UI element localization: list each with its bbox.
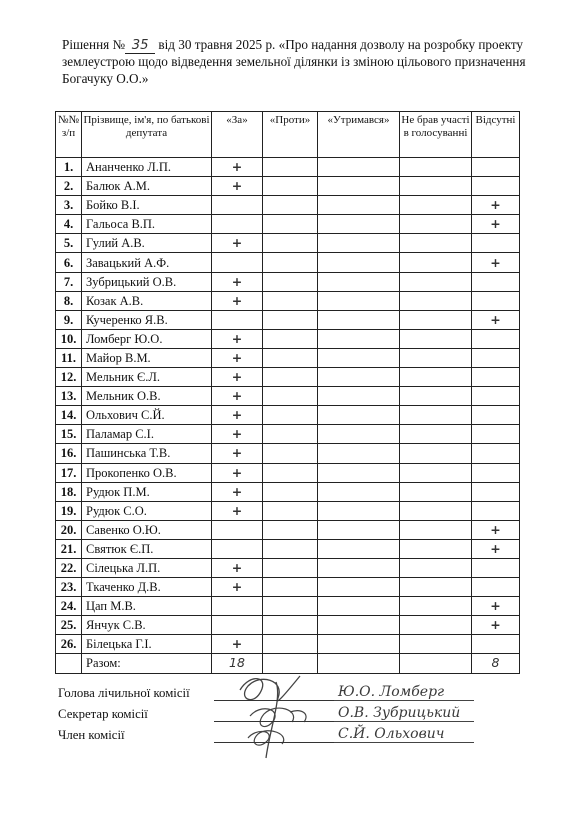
header-za: «За» <box>212 112 263 158</box>
vote-za-cell: + <box>212 501 263 520</box>
vote-proty-cell <box>263 196 318 215</box>
signature-line <box>214 742 352 743</box>
vote-ne-brav-cell <box>400 425 472 444</box>
table-row <box>56 482 520 501</box>
vote-za-cell: + <box>212 444 263 463</box>
vote-ne-brav-cell <box>400 520 472 539</box>
vote-utrymavsya-cell <box>318 291 400 310</box>
vote-vidsutni-cell <box>472 482 520 501</box>
vote-ne-brav-cell <box>400 406 472 425</box>
table-row <box>56 597 520 616</box>
total-label: Разом: <box>82 654 212 673</box>
name-line <box>334 721 474 722</box>
vote-utrymavsya-cell <box>318 215 400 234</box>
deputy-name: Бойко В.І. <box>82 196 212 215</box>
header-utrymavsya: «Утримався» <box>318 112 400 158</box>
vote-vidsutni-cell <box>472 425 520 444</box>
vote-ne-brav-cell <box>400 616 472 635</box>
row-number: 20. <box>56 520 82 539</box>
vote-za-cell: + <box>212 368 263 387</box>
vote-vidsutni-cell <box>472 387 520 406</box>
voting-table <box>55 111 520 674</box>
signature-role: Секретар комісії <box>58 707 148 721</box>
vote-za-cell: + <box>212 578 263 597</box>
deputy-name: Рудюк С.О. <box>82 501 212 520</box>
decision-title: від 30 травня 2025 р. «Про надання дозволу на розробку проекту землеустрою щодо відведення земельної ділянки із зміною цільового призначення Богачуку О.О.» <box>62 37 526 86</box>
total-ne-brav <box>400 654 472 673</box>
vote-proty-cell <box>263 387 318 406</box>
vote-proty-cell <box>263 482 318 501</box>
vote-proty-cell <box>263 215 318 234</box>
vote-utrymavsya-cell <box>318 196 400 215</box>
deputy-name: Цап М.В. <box>82 597 212 616</box>
vote-ne-brav-cell <box>400 368 472 387</box>
deputy-name: Гулий А.В. <box>82 234 212 253</box>
vote-proty-cell <box>263 520 318 539</box>
row-number: 17. <box>56 463 82 482</box>
handwritten-name: Ю.О. Ломберг <box>338 684 445 700</box>
vote-vidsutni-cell <box>472 444 520 463</box>
signature-role: Член комісії <box>58 728 125 742</box>
vote-za-cell: + <box>212 425 263 444</box>
row-number: 15. <box>56 425 82 444</box>
vote-ne-brav-cell <box>400 482 472 501</box>
vote-ne-brav-cell <box>400 253 472 272</box>
vote-ne-brav-cell <box>400 310 472 329</box>
deputy-name: Святюк Є.П. <box>82 539 212 558</box>
vote-za-cell <box>212 215 263 234</box>
deputy-name: Мельник О.В. <box>82 387 212 406</box>
vote-utrymavsya-cell <box>318 444 400 463</box>
table-row <box>56 558 520 577</box>
table-row <box>56 177 520 196</box>
row-number: 19. <box>56 501 82 520</box>
vote-za-cell: + <box>212 406 263 425</box>
vote-ne-brav-cell <box>400 291 472 310</box>
vote-proty-cell <box>263 348 318 367</box>
vote-proty-cell <box>263 558 318 577</box>
row-number: 5. <box>56 234 82 253</box>
vote-za-cell <box>212 253 263 272</box>
table-row <box>56 520 520 539</box>
vote-za-cell: + <box>212 177 263 196</box>
vote-vidsutni-cell <box>472 406 520 425</box>
table-body <box>56 158 520 674</box>
deputy-name: Ананченко Л.П. <box>82 158 212 177</box>
row-number: 6. <box>56 253 82 272</box>
deputy-name: Ольхович С.Й. <box>82 406 212 425</box>
signature-line <box>214 700 352 701</box>
vote-ne-brav-cell <box>400 463 472 482</box>
vote-vidsutni-cell <box>472 291 520 310</box>
vote-vidsutni-cell: + <box>472 215 520 234</box>
vote-utrymavsya-cell <box>318 616 400 635</box>
row-number: 1. <box>56 158 82 177</box>
deputy-name: Балюк А.М. <box>82 177 212 196</box>
vote-vidsutni-cell <box>472 463 520 482</box>
vote-vidsutni-cell <box>472 272 520 291</box>
vote-proty-cell <box>263 158 318 177</box>
row-number: 14. <box>56 406 82 425</box>
vote-za-cell: + <box>212 463 263 482</box>
vote-vidsutni-cell <box>472 501 520 520</box>
table-row <box>56 368 520 387</box>
vote-proty-cell <box>263 635 318 654</box>
vote-vidsutni-cell: + <box>472 597 520 616</box>
vote-utrymavsya-cell <box>318 520 400 539</box>
vote-vidsutni-cell: + <box>472 310 520 329</box>
vote-ne-brav-cell <box>400 578 472 597</box>
vote-proty-cell <box>263 578 318 597</box>
vote-ne-brav-cell <box>400 272 472 291</box>
deputy-name: Козак А.В. <box>82 291 212 310</box>
vote-proty-cell <box>263 253 318 272</box>
deputy-name: Ломберг Ю.О. <box>82 329 212 348</box>
vote-vidsutni-cell <box>472 158 520 177</box>
vote-proty-cell <box>263 329 318 348</box>
vote-za-cell: + <box>212 348 263 367</box>
table-header-row <box>56 112 520 158</box>
row-number: 23. <box>56 578 82 597</box>
vote-proty-cell <box>263 425 318 444</box>
deputy-name: Зубрицький О.В. <box>82 272 212 291</box>
vote-za-cell: + <box>212 558 263 577</box>
vote-ne-brav-cell <box>400 158 472 177</box>
table-row <box>56 463 520 482</box>
vote-proty-cell <box>263 291 318 310</box>
vote-za-cell: + <box>212 387 263 406</box>
deputy-name: Сілецька Л.П. <box>82 558 212 577</box>
vote-ne-brav-cell <box>400 501 472 520</box>
table-row <box>56 310 520 329</box>
vote-za-cell <box>212 310 263 329</box>
row-number: 16. <box>56 444 82 463</box>
vote-proty-cell <box>263 310 318 329</box>
signature-role: Голова лічильної комісії <box>58 686 190 700</box>
table-row <box>56 539 520 558</box>
total-za: 18 <box>212 654 263 673</box>
deputy-name: Савенко О.Ю. <box>82 520 212 539</box>
row-number: 10. <box>56 329 82 348</box>
vote-proty-cell <box>263 406 318 425</box>
signature-line <box>214 721 352 722</box>
vote-za-cell: + <box>212 234 263 253</box>
vote-utrymavsya-cell <box>318 425 400 444</box>
row-number: 4. <box>56 215 82 234</box>
row-number: 2. <box>56 177 82 196</box>
vote-utrymavsya-cell <box>318 177 400 196</box>
vote-za-cell <box>212 520 263 539</box>
total-vidsutni: 8 <box>472 654 520 673</box>
row-number: 26. <box>56 635 82 654</box>
vote-utrymavsya-cell <box>318 158 400 177</box>
vote-utrymavsya-cell <box>318 463 400 482</box>
vote-vidsutni-cell: + <box>472 520 520 539</box>
header-vidsutni: Відсутні <box>472 112 520 158</box>
vote-ne-brav-cell <box>400 196 472 215</box>
vote-ne-brav-cell <box>400 444 472 463</box>
table-row <box>56 272 520 291</box>
table-row <box>56 501 520 520</box>
vote-vidsutni-cell <box>472 635 520 654</box>
decision-prefix: Рішення № <box>62 37 126 52</box>
row-number: 22. <box>56 558 82 577</box>
vote-utrymavsya-cell <box>318 635 400 654</box>
name-line <box>334 742 474 743</box>
vote-proty-cell <box>263 597 318 616</box>
header-name: Прізвище, ім'я, по батькові депутата <box>82 112 212 158</box>
vote-za-cell: + <box>212 291 263 310</box>
table-row <box>56 196 520 215</box>
vote-vidsutni-cell: + <box>472 253 520 272</box>
table-row <box>56 444 520 463</box>
signature-row <box>58 707 528 728</box>
vote-proty-cell <box>263 616 318 635</box>
vote-za-cell: + <box>212 158 263 177</box>
row-number: 3. <box>56 196 82 215</box>
vote-ne-brav-cell <box>400 539 472 558</box>
deputy-name: Янчук С.В. <box>82 616 212 635</box>
table-row <box>56 578 520 597</box>
vote-utrymavsya-cell <box>318 539 400 558</box>
deputy-name: Завацький А.Ф. <box>82 253 212 272</box>
table-row <box>56 406 520 425</box>
deputy-name: Ткаченко Д.В. <box>82 578 212 597</box>
table-row <box>56 253 520 272</box>
row-number: 24. <box>56 597 82 616</box>
vote-ne-brav-cell <box>400 558 472 577</box>
decision-heading <box>62 37 532 87</box>
row-number: 8. <box>56 291 82 310</box>
vote-utrymavsya-cell <box>318 406 400 425</box>
vote-utrymavsya-cell <box>318 597 400 616</box>
handwritten-name: С.Й. Ольхович <box>338 726 445 742</box>
deputy-name: Майор В.М. <box>82 348 212 367</box>
vote-ne-brav-cell <box>400 597 472 616</box>
vote-ne-brav-cell <box>400 635 472 654</box>
table-row <box>56 291 520 310</box>
vote-ne-brav-cell <box>400 387 472 406</box>
vote-za-cell: + <box>212 635 263 654</box>
vote-utrymavsya-cell <box>318 310 400 329</box>
vote-proty-cell <box>263 463 318 482</box>
vote-za-cell <box>212 597 263 616</box>
vote-vidsutni-cell <box>472 558 520 577</box>
row-number: 21. <box>56 539 82 558</box>
vote-za-cell: + <box>212 482 263 501</box>
vote-proty-cell <box>263 539 318 558</box>
vote-vidsutni-cell <box>472 368 520 387</box>
vote-proty-cell <box>263 501 318 520</box>
vote-proty-cell <box>263 177 318 196</box>
vote-utrymavsya-cell <box>318 253 400 272</box>
vote-ne-brav-cell <box>400 234 472 253</box>
row-number: 11. <box>56 348 82 367</box>
vote-ne-brav-cell <box>400 348 472 367</box>
table-row <box>56 425 520 444</box>
deputy-name: Гальоса В.П. <box>82 215 212 234</box>
row-number: 12. <box>56 368 82 387</box>
vote-vidsutni-cell: + <box>472 196 520 215</box>
vote-utrymavsya-cell <box>318 501 400 520</box>
decision-number: 35 <box>125 39 155 54</box>
vote-utrymavsya-cell <box>318 578 400 597</box>
table-row <box>56 348 520 367</box>
deputy-name: Мельник Є.Л. <box>82 368 212 387</box>
vote-proty-cell <box>263 368 318 387</box>
vote-ne-brav-cell <box>400 177 472 196</box>
signature-block <box>58 686 528 749</box>
table-row <box>56 215 520 234</box>
vote-utrymavsya-cell <box>318 234 400 253</box>
deputy-name: Рудюк П.М. <box>82 482 212 501</box>
vote-proty-cell <box>263 444 318 463</box>
vote-za-cell <box>212 539 263 558</box>
row-number: 18. <box>56 482 82 501</box>
handwritten-name: О.В. Зубрицький <box>338 705 461 721</box>
vote-vidsutni-cell: + <box>472 616 520 635</box>
vote-vidsutni-cell: + <box>472 539 520 558</box>
vote-ne-brav-cell <box>400 215 472 234</box>
vote-utrymavsya-cell <box>318 558 400 577</box>
deputy-name: Кучеренко Я.В. <box>82 310 212 329</box>
table-row <box>56 158 520 177</box>
header-ne-brav: Не брав участі в голосуванні <box>400 112 472 158</box>
vote-ne-brav-cell <box>400 329 472 348</box>
table-row <box>56 387 520 406</box>
header-proty: «Проти» <box>263 112 318 158</box>
vote-za-cell <box>212 616 263 635</box>
table-row <box>56 635 520 654</box>
row-number: 9. <box>56 310 82 329</box>
row-number: 25. <box>56 616 82 635</box>
header-num: №№ з/п <box>56 112 82 158</box>
total-num-cell <box>56 654 82 673</box>
deputy-name: Паламар С.І. <box>82 425 212 444</box>
table-row <box>56 616 520 635</box>
vote-vidsutni-cell <box>472 348 520 367</box>
vote-za-cell: + <box>212 272 263 291</box>
vote-utrymavsya-cell <box>318 387 400 406</box>
deputy-name: Білецька Г.І. <box>82 635 212 654</box>
vote-vidsutni-cell <box>472 234 520 253</box>
vote-utrymavsya-cell <box>318 348 400 367</box>
deputy-name: Пашинська Т.В. <box>82 444 212 463</box>
signature-row <box>58 728 528 749</box>
deputy-name: Прокопенко О.В. <box>82 463 212 482</box>
vote-za-cell: + <box>212 329 263 348</box>
vote-utrymavsya-cell <box>318 368 400 387</box>
row-number: 13. <box>56 387 82 406</box>
vote-za-cell <box>212 196 263 215</box>
name-line <box>334 700 474 701</box>
vote-utrymavsya-cell <box>318 329 400 348</box>
vote-utrymavsya-cell <box>318 272 400 291</box>
vote-proty-cell <box>263 234 318 253</box>
vote-vidsutni-cell <box>472 329 520 348</box>
vote-vidsutni-cell <box>472 177 520 196</box>
vote-proty-cell <box>263 272 318 291</box>
signature-row <box>58 686 528 707</box>
table-row <box>56 329 520 348</box>
vote-utrymavsya-cell <box>318 482 400 501</box>
row-number: 7. <box>56 272 82 291</box>
table-row <box>56 234 520 253</box>
vote-vidsutni-cell <box>472 578 520 597</box>
